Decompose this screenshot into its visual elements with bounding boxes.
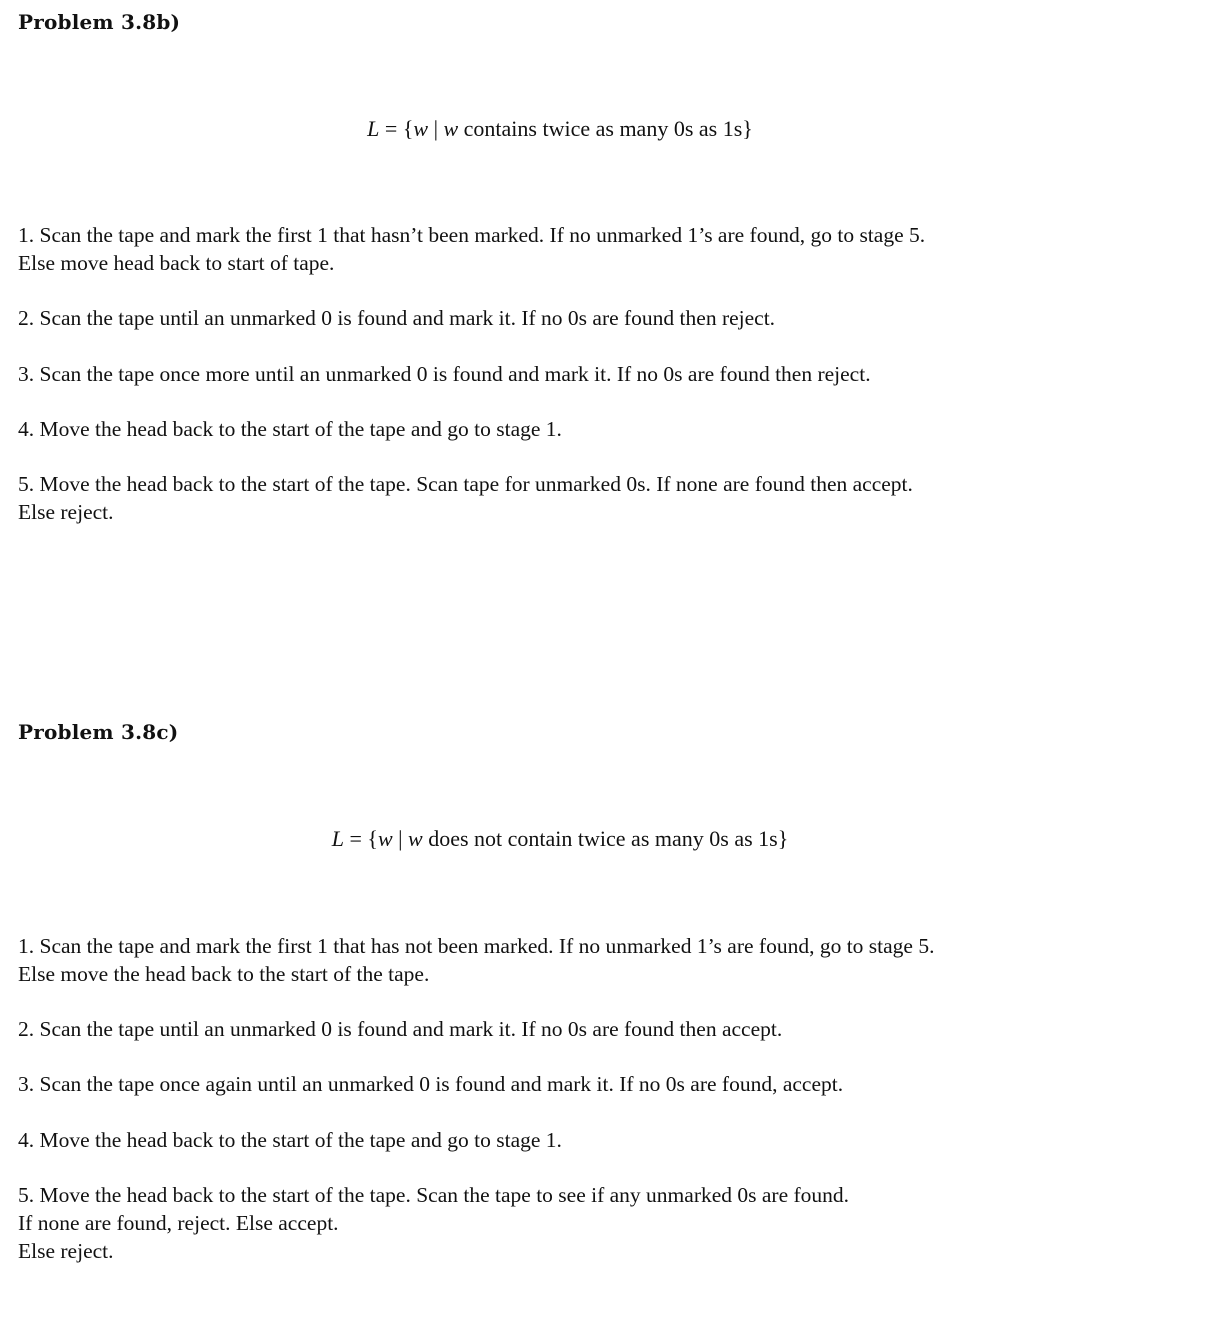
problem-b-title: Problem 3.8b) bbox=[18, 10, 181, 34]
problem-b-step-3: 3. Scan the tape once more until an unmarked 0 is found and mark it. If no 0s are found then reject. bbox=[18, 362, 871, 386]
problem-c-step-5: 5. Move the head back to the start of the tape. Scan the tape to see if any unmarked 0s are found. If none are found, reject. Else accept. Else reject. bbox=[18, 1183, 850, 1263]
problem-c-step-1: 1. Scan the tape and mark the first 1 that has not been marked. If no unmarked 1’s are found, go to stage 5. Else move the head back to the start of the tape. bbox=[18, 934, 935, 986]
problem-b-step-2: 2. Scan the tape until an unmarked 0 is found and mark it. If no 0s are found then reject. bbox=[18, 306, 776, 330]
problem-c-step-3: 3. Scan the tape once again until an unmarked 0 is found and mark it. If no 0s are found, accept. bbox=[18, 1072, 844, 1096]
problem-c-title: Problem 3.8c) bbox=[18, 720, 179, 744]
problem-b-step-1: 1. Scan the tape and mark the first 1 that hasn’t been marked. If no unmarked 1’s are found, go to stage 5. Else move head back to start of tape. bbox=[18, 223, 926, 275]
problem-b-step-4: 4. Move the head back to the start of the tape and go to stage 1. bbox=[18, 417, 562, 441]
language-symbol: L bbox=[331, 826, 344, 851]
problem-c-step-2: 2. Scan the tape until an unmarked 0 is found and mark it. If no 0s are found then accept. bbox=[18, 1017, 783, 1041]
problem-b-step-5: 5. Move the head back to the start of the tape. Scan tape for unmarked 0s. If none are found then accept. Else reject. bbox=[18, 472, 913, 524]
problem-c-step-4: 4. Move the head back to the start of the tape and go to stage 1. bbox=[18, 1128, 562, 1152]
problem-c-language-definition: L = {w | w does not contain twice as many 0s as 1s} bbox=[331, 826, 789, 851]
language-symbol: L bbox=[367, 116, 380, 141]
problem-b-language-definition: L = {w | w contains twice as many 0s as 1s} bbox=[367, 116, 753, 141]
